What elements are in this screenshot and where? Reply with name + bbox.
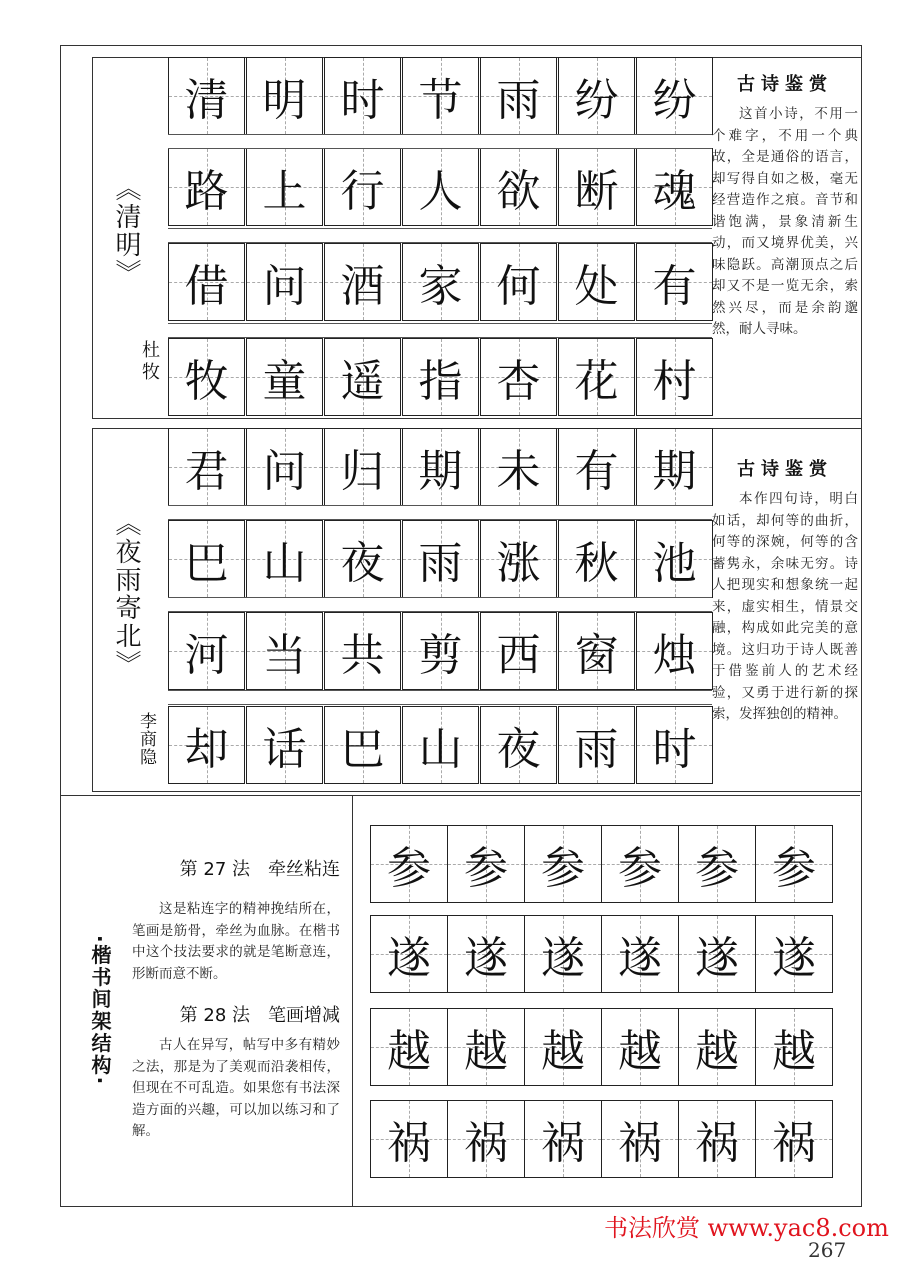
glyph: 上 [262, 166, 307, 217]
divider [60, 795, 860, 796]
practice-cell [246, 57, 323, 135]
practice-cell [402, 338, 479, 416]
practice-cell [168, 148, 245, 226]
glyph: 涨 [496, 538, 541, 589]
glyph: 时 [340, 75, 385, 126]
glyph: 酒 [340, 261, 385, 312]
practice-cell [678, 1100, 756, 1178]
glyph: 参 [387, 843, 431, 894]
glyph: 河 [184, 630, 229, 681]
glyph: 越 [387, 1026, 431, 1077]
glyph: 池 [652, 538, 697, 589]
practice-cell [558, 338, 635, 416]
glyph: 问 [262, 446, 307, 497]
practice-cell [370, 915, 448, 993]
glyph: 山 [262, 538, 307, 589]
practice-cell [168, 428, 245, 506]
glyph: 君 [184, 446, 229, 497]
glyph: 参 [464, 843, 508, 894]
practice-cell [324, 612, 401, 690]
practice-cell [168, 57, 245, 135]
poem1-title: 《清明》 [111, 175, 141, 287]
practice-cell [168, 612, 245, 690]
practice-cell [402, 243, 479, 321]
glyph: 祸 [618, 1118, 662, 1169]
glyph: 童 [262, 356, 307, 407]
practice-cell [524, 1008, 602, 1086]
practice-cell [524, 825, 602, 903]
glyph: 遂 [464, 933, 508, 984]
practice-cell [246, 148, 323, 226]
practice-cell [636, 428, 713, 506]
glyph: 断 [574, 166, 619, 217]
practice-cell [601, 1100, 679, 1178]
practice-cell [480, 148, 557, 226]
practice-cell [168, 520, 245, 598]
practice-cell [402, 706, 479, 784]
practice-cell [636, 706, 713, 784]
practice-cell [480, 612, 557, 690]
practice-cell [402, 428, 479, 506]
glyph: 花 [574, 356, 619, 407]
practice-cell [402, 612, 479, 690]
glyph: 归 [340, 446, 385, 497]
row-gap [168, 134, 712, 149]
law28-text: 古人在异写，帖写中多有精妙之法，那是为了美观而沿袭相传，但现在不可乱造。如果您有书法深造方面的兴趣，可以加以练习和了解。 [132, 1037, 340, 1139]
row-gap [168, 323, 712, 338]
glyph: 行 [340, 166, 385, 217]
glyph: 参 [618, 843, 662, 894]
glyph: 遂 [541, 933, 585, 984]
glyph: 遂 [695, 933, 739, 984]
row-gap [168, 597, 712, 612]
practice-cell [447, 1100, 525, 1178]
law28-title: 第 28 法 笔画增减 [179, 1005, 340, 1026]
law27-title: 第 27 法 牵丝粘连 [179, 859, 340, 880]
poem2-title: 《夜雨寄北》 [111, 510, 141, 678]
glyph: 时 [652, 724, 697, 775]
glyph: 祸 [387, 1118, 431, 1169]
glyph: 有 [652, 261, 697, 312]
practice-cell [636, 338, 713, 416]
law27-text: 这是粘连字的精神挽结所在，笔画是筋骨，牵丝为血脉。在楷书中这个技法要求的就是笔断意连，形断而意不断。 [132, 901, 340, 982]
practice-cell [755, 1100, 833, 1178]
practice-cell [246, 243, 323, 321]
practice-cell [402, 148, 479, 226]
glyph: 家 [418, 261, 463, 312]
practice-cell [558, 706, 635, 784]
practice-cell [558, 148, 635, 226]
glyph: 纷 [652, 75, 697, 126]
practice-cell [558, 243, 635, 321]
practice-cell [370, 825, 448, 903]
divider [352, 795, 353, 1207]
glyph: 有 [574, 446, 619, 497]
glyph: 夜 [496, 724, 541, 775]
glyph: 越 [618, 1026, 662, 1077]
practice-cell [636, 243, 713, 321]
glyph: 剪 [418, 630, 463, 681]
glyph: 期 [418, 446, 463, 497]
glyph: 祸 [772, 1118, 816, 1169]
practice-cell [558, 57, 635, 135]
practice-cell [447, 1008, 525, 1086]
glyph: 祸 [695, 1118, 739, 1169]
glyph: 遂 [618, 933, 662, 984]
glyph: 遂 [772, 933, 816, 984]
glyph: 参 [541, 843, 585, 894]
practice-cell [447, 825, 525, 903]
practice-cell [324, 338, 401, 416]
practice-cell [558, 612, 635, 690]
glyph: 问 [262, 261, 307, 312]
practice-cell [558, 520, 635, 598]
glyph: 遥 [340, 356, 385, 407]
row-gap [168, 505, 712, 520]
practice-cell [168, 706, 245, 784]
practice-cell [480, 243, 557, 321]
practice-cell [447, 915, 525, 993]
panel-text: 本作四句诗，明白如话，却何等的曲折，何等的深婉，何等的含蓄隽永，余味无穷。诗人把现实和想象统一起来，虚实相生，情景交融，构成如此完美的意境。这归功于诗人既善于借鉴前人的艺术经验，又勇于进行新的探索，发挥独创的精神。 [712, 491, 858, 722]
practice-cell [324, 520, 401, 598]
practice-cell [558, 428, 635, 506]
glyph: 节 [418, 75, 463, 126]
glyph: 雨 [418, 538, 463, 589]
glyph: 何 [496, 261, 541, 312]
row-gap [168, 690, 712, 705]
practice-cell [480, 428, 557, 506]
glyph: 杏 [496, 356, 541, 407]
side-label: ·楷书间架结构· [88, 935, 112, 1087]
glyph: 路 [184, 166, 229, 217]
practice-cell [402, 520, 479, 598]
glyph: 祸 [541, 1118, 585, 1169]
practice-cell [168, 243, 245, 321]
glyph: 遂 [387, 933, 431, 984]
practice-cell [678, 825, 756, 903]
practice-cell [636, 612, 713, 690]
practice-cell [324, 57, 401, 135]
practice-cell [370, 1008, 448, 1086]
glyph: 魂 [652, 166, 697, 217]
practice-cell [755, 825, 833, 903]
practice-cell [246, 612, 323, 690]
practice-cell [636, 520, 713, 598]
practice-cell [324, 706, 401, 784]
glyph: 祸 [464, 1118, 508, 1169]
practice-cell [480, 57, 557, 135]
glyph: 处 [574, 261, 619, 312]
practice-cell [324, 243, 401, 321]
practice-cell [324, 148, 401, 226]
law-notes [132, 855, 340, 1143]
glyph: 巴 [184, 538, 229, 589]
practice-cell [168, 338, 245, 416]
poem1-author: 杜牧 [139, 340, 160, 384]
practice-cell [755, 915, 833, 993]
glyph: 越 [464, 1026, 508, 1077]
practice-cell [480, 520, 557, 598]
practice-cell [324, 428, 401, 506]
practice-cell [755, 1008, 833, 1086]
panel-title: 古诗鉴赏 [737, 74, 833, 95]
practice-cell [246, 338, 323, 416]
practice-cell [524, 915, 602, 993]
practice-cell [636, 148, 713, 226]
watermark: 书法欣赏 www.yac8.com [604, 1214, 889, 1242]
poem2-appreciation [712, 455, 858, 726]
glyph: 烛 [652, 630, 697, 681]
glyph: 西 [496, 630, 541, 681]
poem1-appreciation [712, 70, 858, 341]
glyph: 却 [184, 724, 229, 775]
practice-cell [370, 1100, 448, 1178]
glyph: 参 [772, 843, 816, 894]
glyph: 越 [695, 1026, 739, 1077]
glyph: 越 [541, 1026, 585, 1077]
practice-cell [678, 1008, 756, 1086]
glyph: 借 [184, 261, 229, 312]
glyph: 话 [262, 724, 307, 775]
practice-cell [524, 1100, 602, 1178]
practice-cell [678, 915, 756, 993]
panel-title: 古诗鉴赏 [737, 459, 833, 480]
glyph: 明 [262, 75, 307, 126]
glyph: 未 [496, 446, 541, 497]
practice-cell [601, 1008, 679, 1086]
practice-cell [480, 338, 557, 416]
practice-cell [601, 825, 679, 903]
glyph: 共 [340, 630, 385, 681]
page-number: 267 [808, 1238, 847, 1262]
glyph: 期 [652, 446, 697, 497]
glyph: 当 [262, 630, 307, 681]
glyph: 欲 [496, 166, 541, 217]
glyph: 夜 [340, 538, 385, 589]
glyph: 山 [418, 724, 463, 775]
glyph: 参 [695, 843, 739, 894]
glyph: 指 [418, 356, 463, 407]
practice-cell [246, 428, 323, 506]
poem2-author: 李商隐 [136, 712, 156, 766]
practice-cell [480, 706, 557, 784]
glyph: 村 [652, 356, 697, 407]
row-gap [168, 228, 712, 243]
glyph: 纷 [574, 75, 619, 126]
practice-cell [601, 915, 679, 993]
practice-cell [636, 57, 713, 135]
glyph: 越 [772, 1026, 816, 1077]
glyph: 巴 [340, 724, 385, 775]
glyph: 牧 [184, 356, 229, 407]
glyph: 人 [418, 166, 463, 217]
practice-cell [246, 520, 323, 598]
practice-cell [402, 57, 479, 135]
glyph: 秋 [574, 538, 619, 589]
practice-cell [246, 706, 323, 784]
glyph: 清 [184, 75, 229, 126]
glyph: 窗 [574, 630, 619, 681]
glyph: 雨 [496, 75, 541, 126]
panel-text: 这首小诗，不用一个难字，不用一个典故，全是通俗的语言，却写得自如之极，毫无经营造作之痕。音节和谐饱满，景象清新生动，而又境界优美，兴味隐跃。高潮顶点之后却又不是一览无余，索然兴尽，而是余韵邈然，耐人寻味。 [712, 106, 858, 337]
glyph: 雨 [574, 724, 619, 775]
